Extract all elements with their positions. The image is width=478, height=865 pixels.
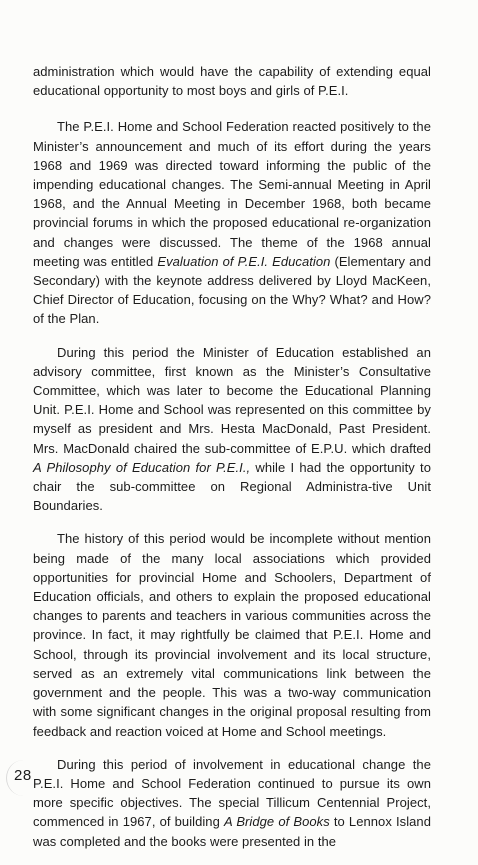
paragraph-2 (33, 117, 431, 328)
paragraph-2-text-a: The P.E.I. Home and School Federation reacted positively to the Minister’s announcement and much of its effort during the years 1968 and 1969 was directed toward informing the public of the impending educational changes. The Semi-annual Meeting in April 1968, and the Annual Meeting in December 1968, both became provincial forums in which the proposed educational re-organization and changes were discussed. The theme of the 1968 annual meeting was entitled (33, 119, 431, 269)
paragraph-3-text-b: while I had the opportunity to chair the sub-committee on Regional Administra-tive Unit Boundaries. (33, 459, 431, 514)
paragraph-3 (33, 343, 431, 516)
paragraph-2-title-italic: Evaluation of P.E.I. Education (157, 253, 331, 269)
paragraph-3-text-a: During this period the Minister of Education established an advisory committee, first known as the Minister’s Consultative Committee, which was later to become the Educational Planning Unit. P.E.I. Home and School was represented on this committee by myself as president and Mrs. Hesta MacDonald, Past President. Mrs. MacDonald chaired the sub-committee of E.P.U. which drafted (33, 344, 431, 456)
paragraph-4-text: The history of this period would be incomplete without mention being made of the many local associations which provided opportunities for provincial Home and Schoolers, Department of Education officials, and others to explain the proposed educational changes to parents and teachers in various communities across the province. In fact, it may rightfully be claimed that P.E.I. Home and School, through its provincial involvement and its local structure, served as an extremely vital communications link between the government and the people. This was a two-way communication with some significant changes in the original proposal resulting from feedback and reaction voiced at Home and School meetings. (33, 531, 431, 739)
paragraph-5 (33, 755, 431, 851)
page-number: 28 (14, 767, 32, 784)
paragraph-1 (33, 62, 431, 100)
paragraph-5-text-b: to Lennox Island was completed and the books were presented in the (33, 814, 431, 849)
page-body (33, 62, 431, 865)
paragraph-5-text-a: During this period of involvement in educational change the P.E.I. Home and School Federation continued to pursue its own more specific objectives. The special Tillicum Centennial Project, commenced in 1967, of building (33, 756, 431, 830)
paragraph-1-text: administration which would have the capability of extending equal educational opportunity to most boys and girls of P.E.I. (33, 64, 431, 99)
paragraph-5-title-italic: A Bridge of Books (223, 814, 330, 830)
paragraph-4 (33, 529, 431, 740)
paragraph-2-text-b: (Elementary and Secondary) with the keynote address delivered by Lloyd MacKeen, Chief Director of Education, focusing on the Why? What? and How? of the Plan. (33, 253, 431, 327)
paragraph-3-title-italic: A Philosophy of Education for P.E.I., (33, 459, 251, 475)
